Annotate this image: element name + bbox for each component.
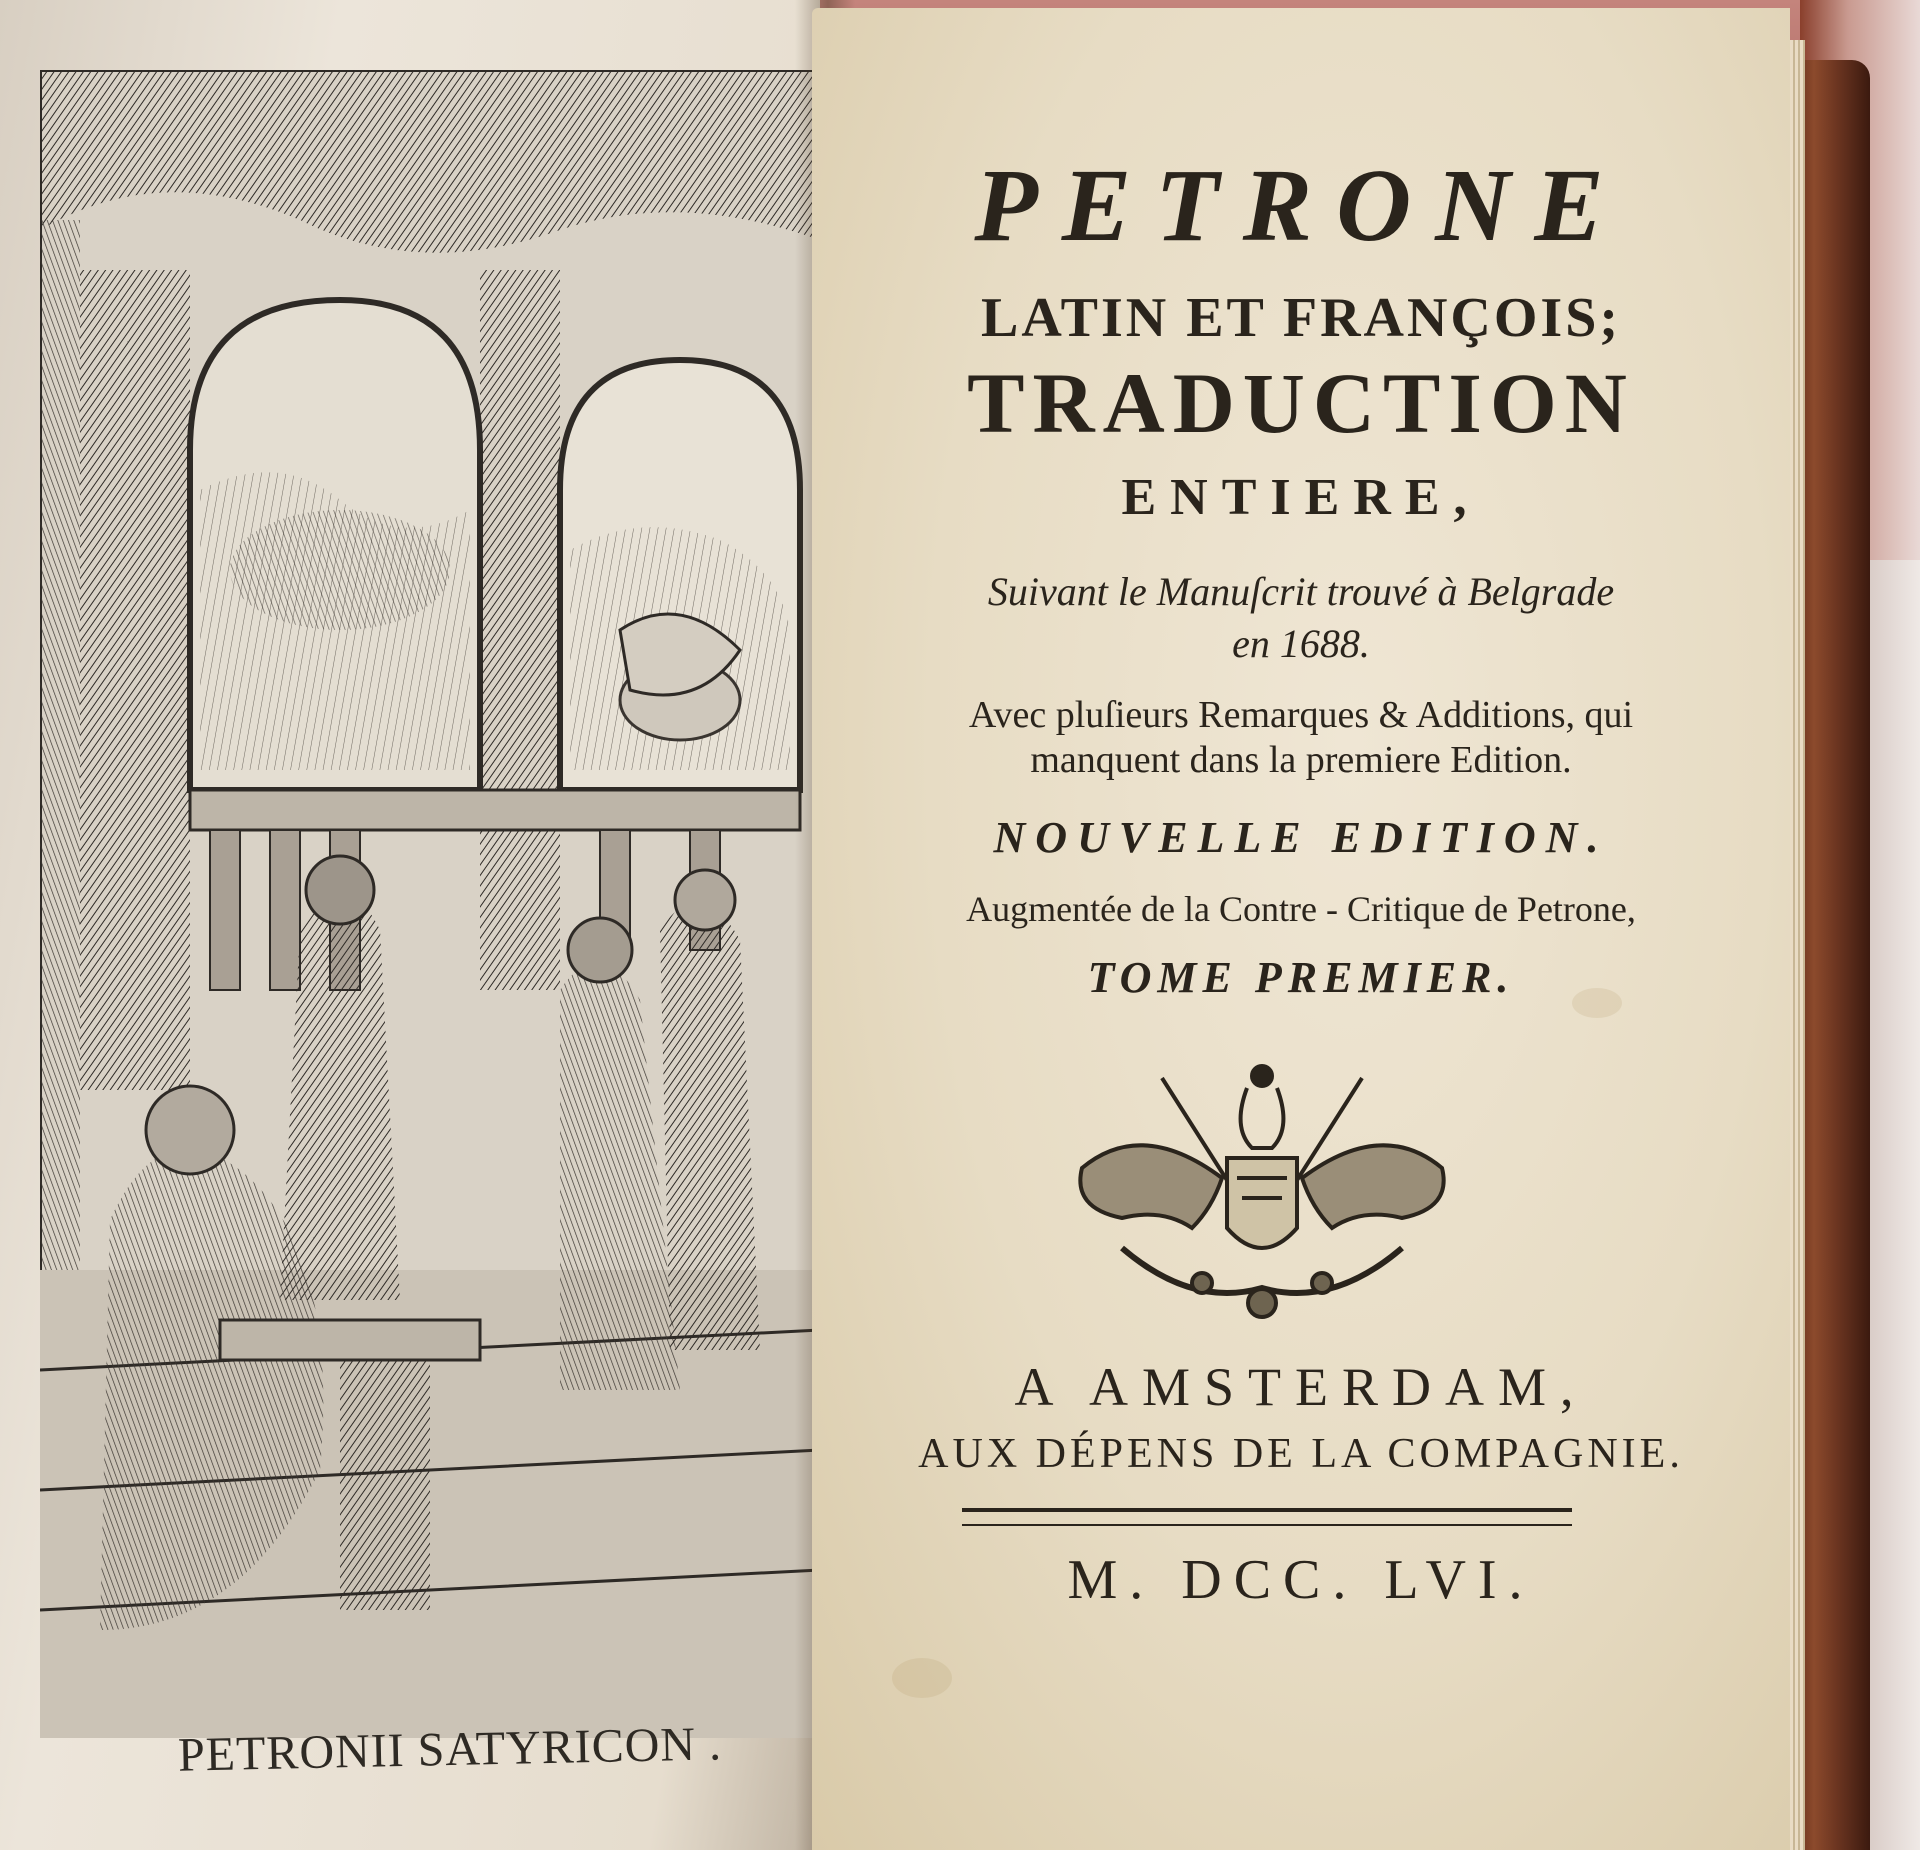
title-entire: ENTIERE, — [1121, 469, 1481, 526]
title-main: PETRONE — [974, 148, 1628, 263]
imprint-date: M. DCC. LVI. — [1067, 1549, 1535, 1611]
foxing-stain — [892, 1658, 952, 1698]
manuscript-line-1: Suivant le Manuſcrit trouvé à Belgrade — [987, 569, 1615, 614]
frontispiece-caption: PETRONII SATYRICON . — [177, 1717, 723, 1782]
edition-line: NOUVELLE EDITION. — [993, 813, 1609, 862]
augmented-line: Augmentée de la Contre - Critique de Petrone, — [966, 889, 1636, 929]
volume-line: TOME PREMIER. — [1087, 953, 1515, 1002]
manuscript-line-2: en 1688. — [1232, 621, 1370, 666]
title-translation: TRADUCTION — [967, 355, 1635, 451]
title-page — [812, 8, 1790, 1850]
printer-ornament — [1062, 1058, 1462, 1328]
double-rule — [962, 1508, 1572, 1526]
remarks-line-1: Avec pluſieurs Remarques & Additions, qui — [968, 694, 1634, 736]
frontispiece-engraving — [40, 70, 820, 1738]
title-subtitle: LATIN ET FRANÇOIS; — [980, 287, 1622, 349]
left-page — [0, 0, 820, 1850]
imprint-place: A AMSTERDAM, — [1014, 1357, 1588, 1417]
imprint-publisher: AUX DÉPENS DE LA COMPAGNIE. — [918, 1431, 1684, 1477]
remarks-line-2: manquent dans la premiere Edition. — [1030, 739, 1572, 781]
